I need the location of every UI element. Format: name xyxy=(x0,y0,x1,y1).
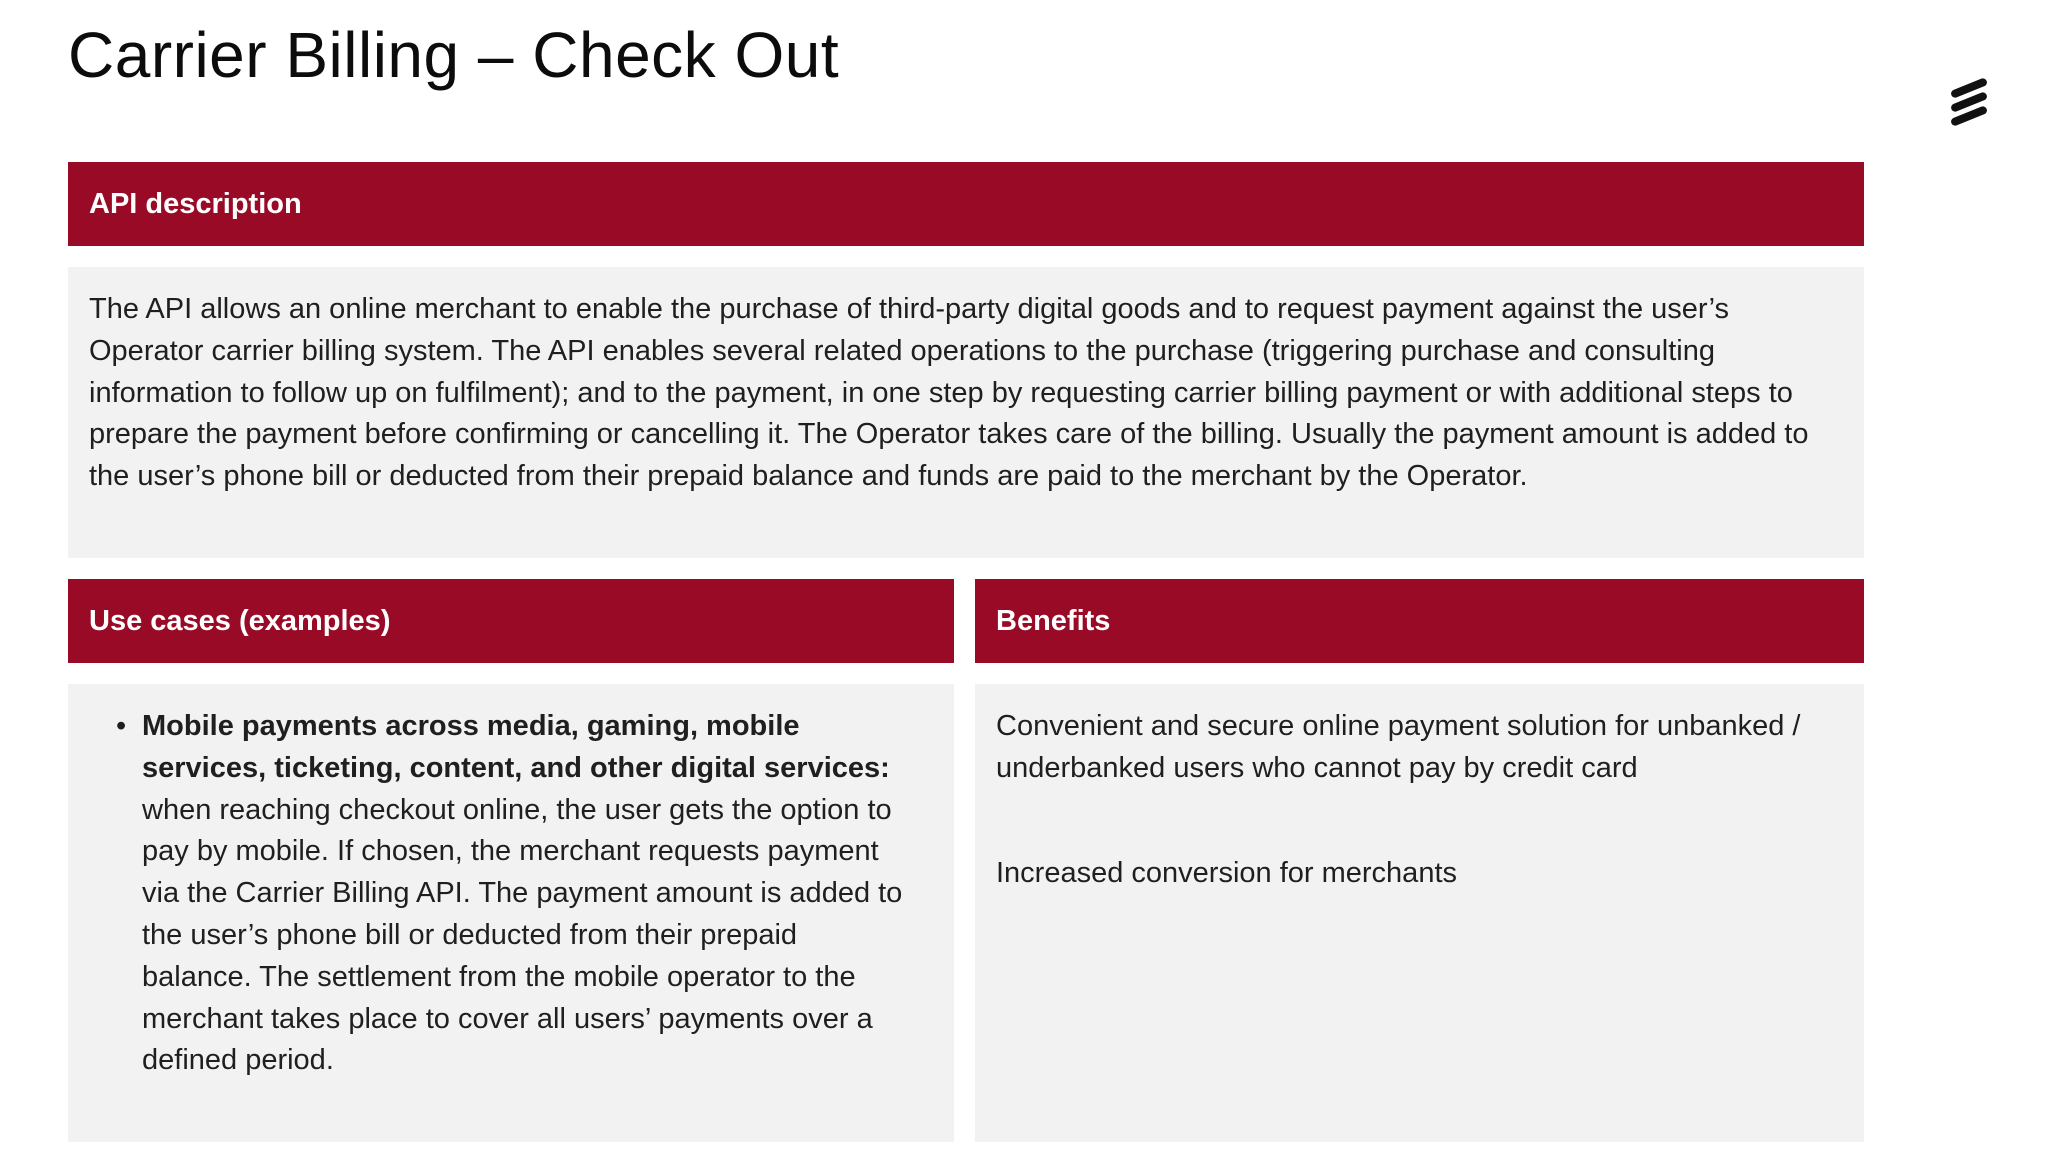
page-title: Carrier Billing – Check Out xyxy=(68,19,840,91)
api-description-text: The API allows an online merchant to enable the purchase of third-party digital goods and to request payment against the user’s Operator carrier billing system. The API enables several related operations to the purchase (triggering purchase and consulting information to follow up on fulfilment); and to the payment, in one step by requesting carrier billing payment or with additional steps to prepare the payment before confirming or cancelling it. The Operator takes care of the billing. Usually the payment amount is added to the user’s phone bill or deducted from their prepaid balance and funds are paid to the merchant by the Operator. xyxy=(89,293,1809,493)
benefit-item: Convenient and secure online payment solution for unbanked / underbanked users who cannot pay by credit card xyxy=(996,710,1801,784)
benefits-header-label: Benefits xyxy=(996,604,1111,637)
api-description-header xyxy=(68,162,1864,246)
use-cases-header xyxy=(68,579,954,663)
use-case-text: when reaching checkout online, the user gets the option to pay by mobile. If chosen, the merchant requests payment via the Carrier Billing API. The payment amount is added to the user’s phone bill or deducted from their prepaid balance. The settlement from the mobile operator to the merchant takes place to cover all users’ payments over a defined period. xyxy=(142,793,903,1077)
use-cases-panel xyxy=(68,684,954,1142)
bullet-icon: • xyxy=(116,710,127,742)
use-case-title: Mobile payments across media, gaming, mobile services, ticketing, content, and other digital services: xyxy=(142,710,890,784)
api-description-header-label: API description xyxy=(89,187,302,220)
use-cases-header-label: Use cases (examples) xyxy=(89,604,391,637)
api-description-panel xyxy=(68,267,1864,558)
benefits-header xyxy=(975,579,1864,663)
benefits-panel xyxy=(975,684,1864,1142)
benefit-item: Increased conversion for merchants xyxy=(996,856,1457,889)
list-item xyxy=(116,706,914,1082)
brand-logo-icon xyxy=(1948,78,1990,126)
